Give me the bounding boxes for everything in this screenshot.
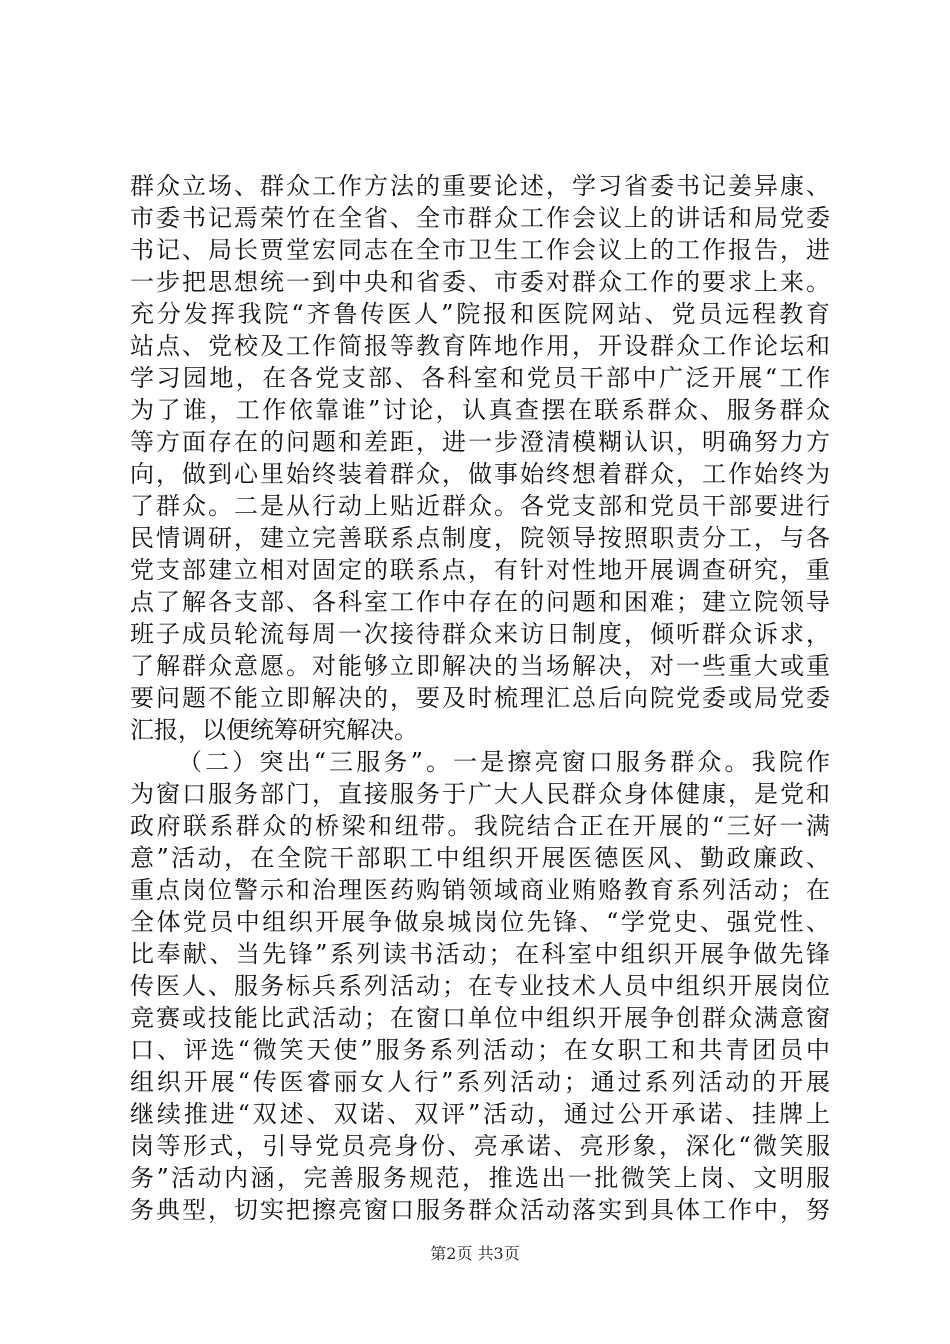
- text-line: 点了解各支部、各科室工作中存在的问题和困难；建立院领导: [130, 588, 830, 616]
- text-line: 汇报，以便统筹研究解决。: [130, 716, 418, 744]
- text-line: 民情调研，建立完善联系点制度，院领导按照职责分工，与各: [130, 524, 830, 552]
- text-line: 要问题不能立即解决的，要及时梳理汇总后向院党委或局党委: [130, 684, 830, 712]
- text-line: 比奉献、当先锋”系列读书活动；在科室中组织开展争做先锋: [130, 940, 830, 968]
- text-line: 传医人、服务标兵系列活动；在专业技术人员中组织开展岗位: [130, 972, 830, 1000]
- text-line: 充分发挥我院“齐鲁传医人”院报和医院网站、党员远程教育: [130, 300, 830, 328]
- text-line: 等方面存在的问题和差距，进一步澄清模糊认识，明确努力方: [130, 428, 830, 456]
- text-line: 务”活动内涵，完善服务规范，推选出一批微笑上岗、文明服: [130, 1164, 830, 1192]
- text-line: 组织开展“传医睿丽女人行”系列活动；通过系列活动的开展: [130, 1068, 830, 1096]
- text-line: 岗等形式，引导党员亮身份、亮承诺、亮形象，深化“微笑服: [130, 1132, 830, 1160]
- text-line: （二）突出“三服务”。一是擦亮窗口服务群众。我院作: [178, 748, 830, 776]
- text-line: 站点、党校及工作简报等教育阵地作用，开设群众工作论坛和: [130, 332, 830, 360]
- page-number-footer: 第2页 共3页: [430, 1244, 520, 1263]
- text-line: 书记、局长贾堂宏同志在全市卫生工作会议上的工作报告，进: [130, 236, 830, 264]
- text-line: 学习园地，在各党支部、各科室和党员干部中广泛开展“工作: [130, 364, 830, 392]
- text-line: 班子成员轮流每周一次接待群众来访日制度，倾听群众诉求，: [130, 620, 830, 648]
- text-line: 群众立场、群众工作方法的重要论述，学习省委书记姜异康、: [130, 172, 830, 200]
- text-line: 了群众。二是从行动上贴近群众。各党支部和党员干部要进行: [130, 492, 830, 520]
- text-line: 竞赛或技能比武活动；在窗口单位中组织开展争创群众满意窗: [130, 1004, 830, 1032]
- text-line: 市委书记焉荣竹在全省、全市群众工作会议上的讲话和局党委: [130, 204, 830, 232]
- text-line: 党支部建立相对固定的联系点，有针对性地开展调查研究，重: [130, 556, 830, 584]
- text-line: 重点岗位警示和治理医药购销领域商业贿赂教育系列活动；在: [130, 876, 830, 904]
- text-line: 为窗口服务部门，直接服务于广大人民群众身体健康，是党和: [130, 780, 830, 808]
- text-line: 口、评选“微笑天使”服务系列活动；在女职工和共青团员中: [130, 1036, 830, 1064]
- text-line: 全体党员中组织开展争做泉城岗位先锋、“学党史、强党性、: [130, 908, 830, 936]
- text-line: 务典型，切实把擦亮窗口服务群众活动落实到具体工作中，努: [130, 1196, 830, 1224]
- text-line: 意”活动，在全院干部职工中组织开展医德医风、勤政廉政、: [130, 844, 830, 872]
- text-line: 向，做到心里始终装着群众，做事始终想着群众，工作始终为: [130, 460, 830, 488]
- text-line: 了解群众意愿。对能够立即解决的当场解决，对一些重大或重: [130, 652, 830, 680]
- text-line: 为了谁，工作依靠谁”讨论，认真查摆在联系群众、服务群众: [130, 396, 830, 424]
- text-line: 继续推进“双述、双诺、双评”活动，通过公开承诺、挂牌上: [130, 1100, 830, 1128]
- text-line: 政府联系群众的桥梁和纽带。我院结合正在开展的“三好一满: [130, 812, 830, 840]
- text-line: 一步把思想统一到中央和省委、市委对群众工作的要求上来。: [130, 268, 830, 296]
- body-text: [130, 170, 830, 1226]
